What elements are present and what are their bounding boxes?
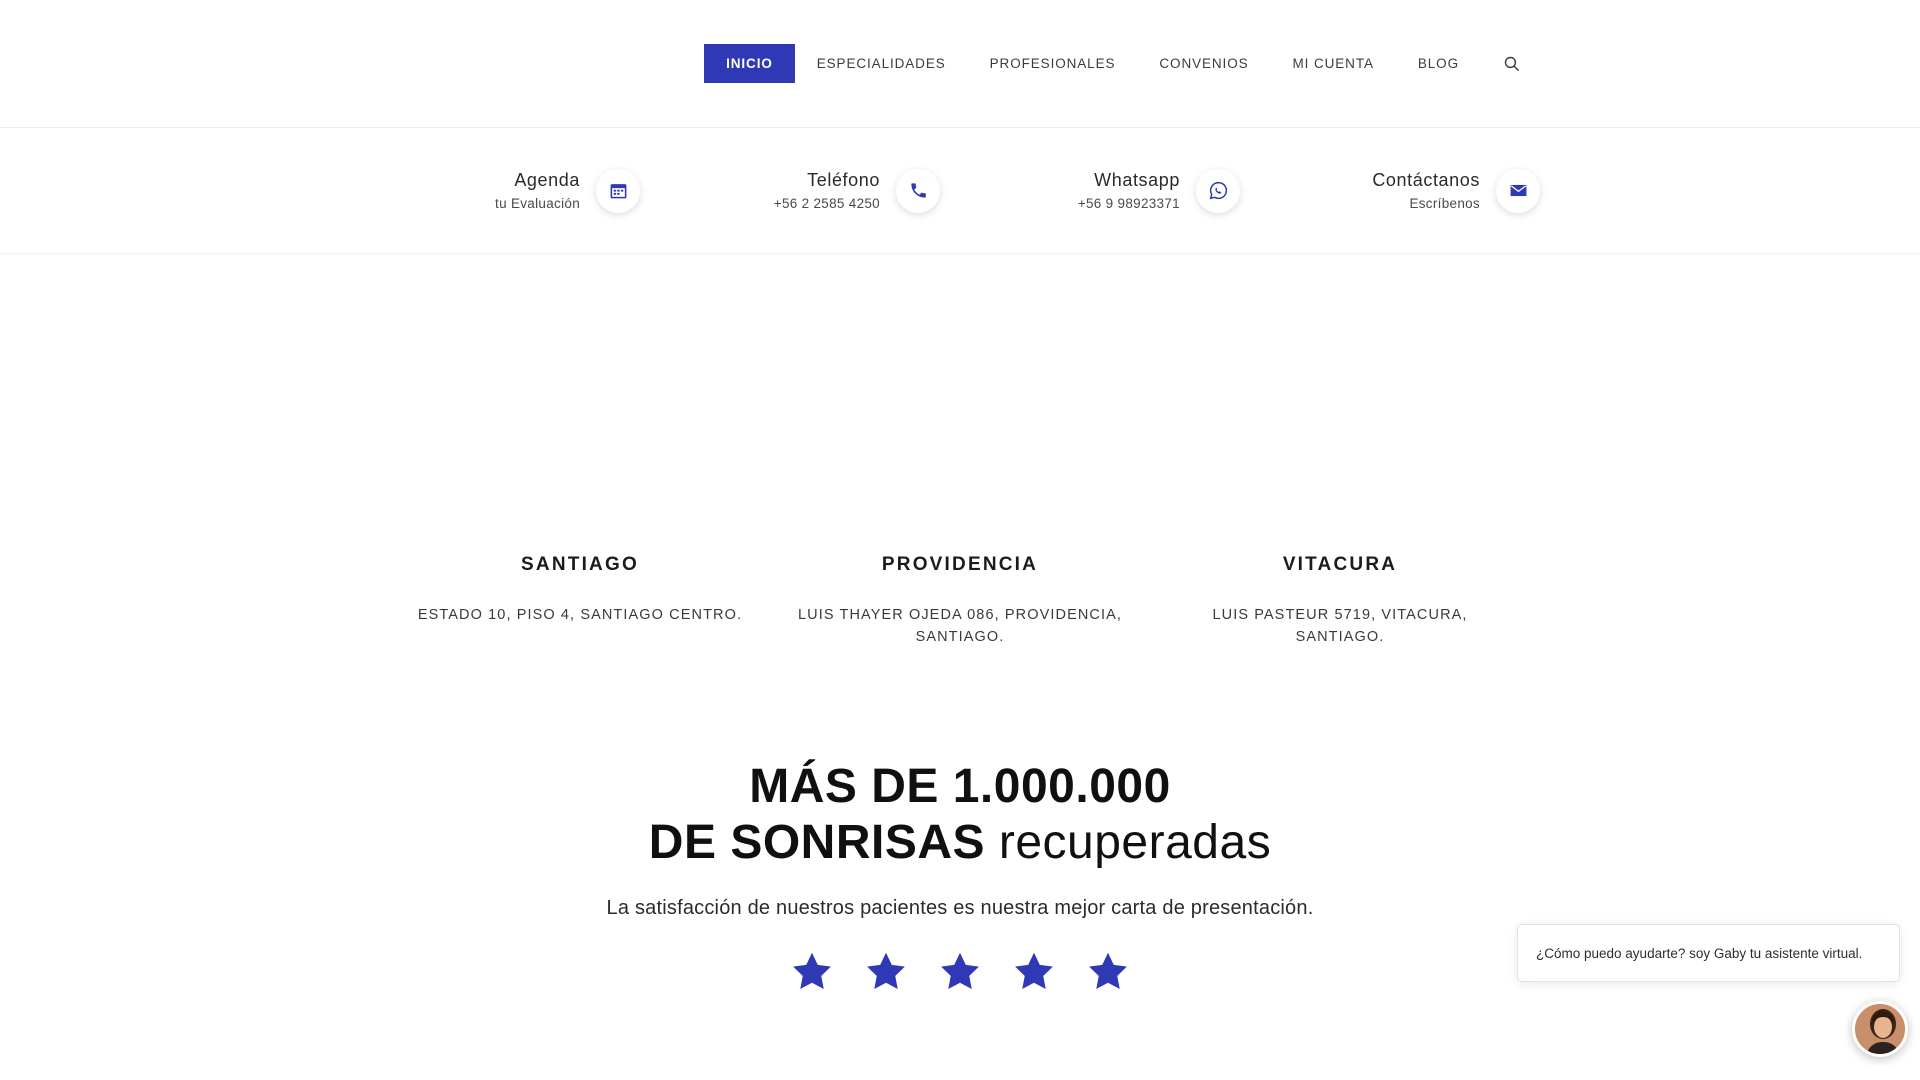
location-address: ESTADO 10, PISO 4, SANTIAGO CENTRO.: [417, 607, 743, 623]
contact-bar: [0, 128, 1920, 254]
location-name: VITACURA: [1282, 554, 1398, 575]
envelope-icon[interactable]: [1496, 169, 1540, 213]
chat-avatar[interactable]: [1852, 1001, 1908, 1057]
location-name: PROVIDENCIA: [881, 554, 1039, 575]
contact-text-contactanos: [1372, 170, 1480, 211]
nav-item-mi-cuenta[interactable]: MI CUENTA: [1292, 56, 1374, 71]
hero-line-2-strong: DE SONRISAS: [648, 816, 999, 870]
contact-item-agenda[interactable]: [360, 169, 660, 213]
location-santiago: [390, 554, 770, 649]
nav-items: [704, 44, 1520, 83]
top-navigation-bar: [0, 0, 1920, 128]
location-name: SANTIAGO: [521, 554, 639, 575]
contact-item-contactanos[interactable]: [1260, 169, 1560, 213]
whatsapp-icon[interactable]: [1196, 169, 1240, 213]
contact-text-agenda: [495, 170, 580, 211]
star-icon: [1087, 950, 1129, 992]
contact-text-whatsapp: [1078, 170, 1180, 211]
chat-message-bubble[interactable]: [1517, 924, 1900, 982]
nav-item-inicio[interactable]: INICIO: [704, 44, 795, 83]
contact-item-telefono[interactable]: [660, 169, 960, 213]
search-icon[interactable]: [1503, 55, 1520, 72]
page-title: [0, 759, 1920, 871]
contact-sub-agenda: tu Evaluación: [495, 196, 580, 211]
star-icon: [939, 950, 981, 992]
star-icon: [791, 950, 833, 992]
locations-section: [0, 554, 1920, 649]
gaby-avatar-image: [1855, 1004, 1908, 1057]
nav-item-blog[interactable]: BLOG: [1417, 56, 1459, 71]
contact-sub-telefono: +56 2 2585 4250: [773, 196, 880, 211]
location-address: LUIS THAYER OJEDA 086, PROVIDENCIA, SANTIAGO.: [797, 607, 1123, 646]
location-providencia: [770, 554, 1150, 649]
nav-item-profesionales[interactable]: PROFESIONALES: [989, 56, 1116, 71]
contact-sub-whatsapp: +56 9 98923371: [1077, 196, 1180, 211]
location-vitacura: [1150, 554, 1530, 649]
star-icon: [865, 950, 907, 992]
nav-item-especialidades[interactable]: ESPECIALIDADES: [816, 56, 946, 71]
contact-sub-contactanos: Escríbenos: [1409, 196, 1480, 211]
calendar-icon[interactable]: [596, 169, 640, 213]
phone-icon[interactable]: [896, 169, 940, 213]
contact-title-agenda: Agenda: [514, 170, 580, 190]
contact-item-whatsapp[interactable]: [960, 169, 1260, 213]
contact-title-contactanos: Contáctanos: [1372, 170, 1480, 190]
contact-text-telefono: [774, 170, 880, 211]
chat-message-text: ¿Cómo puedo ayudarte? soy Gaby tu asistente virtual.: [1536, 945, 1863, 961]
location-address: LUIS PASTEUR 5719, VITACURA, SANTIAGO.: [1212, 607, 1468, 646]
hero-line-1: MÁS DE 1.000.000: [749, 759, 1171, 813]
nav-item-convenios[interactable]: CONVENIOS: [1159, 56, 1249, 71]
contact-title-whatsapp: Whatsapp: [1094, 170, 1180, 190]
hero-line-2-light: recuperadas: [998, 816, 1272, 870]
star-icon: [1013, 950, 1055, 992]
contact-title-telefono: Teléfono: [807, 170, 880, 190]
hero-subtitle: La satisfacción de nuestros pacientes es nuestra mejor carta de presentación.: [606, 897, 1314, 920]
